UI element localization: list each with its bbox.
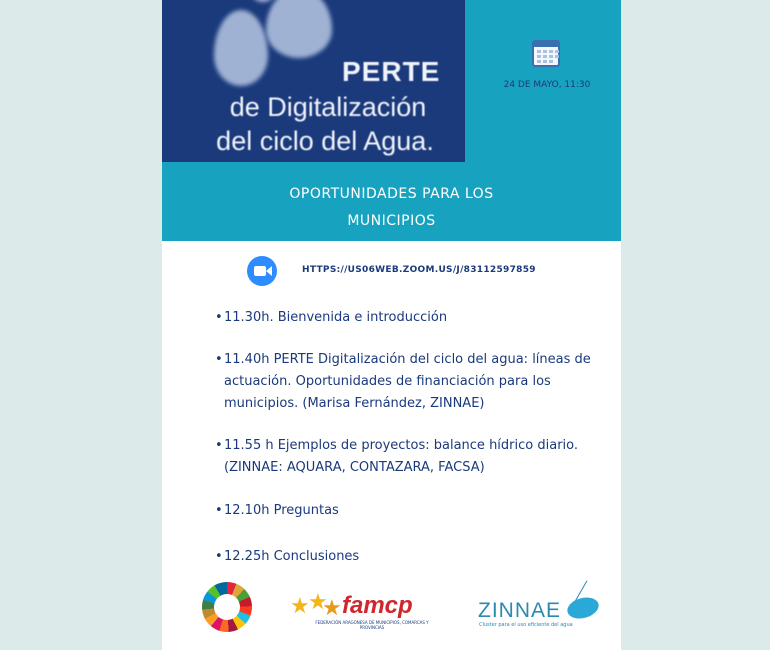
event-title-line-2: MUNICIPIOS [347, 213, 436, 229]
famcp-subtitle: FEDERACIÓN ARAGONESA DE MUNICIPIOS, COMARCAS Y PROVINCIAS [315, 620, 429, 630]
agenda-item: • 11.30h. Bienvenida e introducción [212, 307, 607, 329]
event-date: 24 DE MAYO, 11:30 [503, 80, 591, 90]
banner-perte-text: PERTE [342, 56, 441, 87]
water-drop-icon [214, 10, 268, 86]
water-drop-icon [565, 594, 601, 622]
agenda-item-line: 11.55 h Ejemplos de proyectos: balance hídrico diario. [224, 438, 579, 453]
water-drop-icon [252, 0, 274, 2]
zoom-meeting-link[interactable]: HTTPS://US06WEB.ZOOM.US/J/83112597859 [302, 265, 536, 275]
agenda-item-line: 12.10h Preguntas [224, 503, 339, 518]
water-drop-icon [266, 0, 332, 58]
sponsor-logos [162, 576, 621, 640]
event-title [162, 181, 621, 235]
agenda-item: • 11.55 h Ejemplos de proyectos: balance hídrico diario. (ZINNAE: AQUARA, CONTAZARA, FACSA) [212, 435, 607, 479]
agenda-item-line: municipios. (Marisa Fernández, ZINNAE) [224, 396, 485, 411]
agenda-item-line: (ZINNAE: AQUARA, CONTAZARA, FACSA) [224, 460, 485, 475]
agenda-item: • 12.10h Preguntas [212, 500, 607, 522]
event-title-line-1: OPORTUNIDADES PARA LOS [289, 186, 494, 202]
sdg-agenda-2030-logo [202, 582, 252, 632]
agenda-item: • 12.25h Conclusiones [212, 546, 607, 568]
banner-line-2: de Digitalización [229, 92, 427, 122]
star-icon: ★ [308, 590, 328, 615]
calendar-icon [532, 40, 560, 67]
banner-line-3: del ciclo del Agua. [216, 126, 434, 156]
event-poster [162, 0, 621, 650]
agenda-item-line: actuación. Oportunidades de financiación para los [224, 374, 551, 389]
agenda-item-line: 12.25h Conclusiones [224, 549, 360, 564]
zinnae-subtitle: Cluster para el uso eficiente del agua [479, 622, 573, 628]
zinnae-logo: ZINNAE [478, 599, 562, 622]
star-icon: ★ [322, 596, 342, 621]
header-panel [162, 0, 621, 241]
perte-banner-image [162, 0, 465, 162]
famcp-logo: famcp [342, 592, 413, 619]
agenda-item-line: 11.30h. Bienvenida e introducción [224, 310, 448, 325]
star-icon: ★ [290, 594, 310, 619]
agenda-item-line: 11.40h PERTE Digitalización del ciclo del agua: líneas de [224, 352, 591, 367]
agenda-item: • 11.40h PERTE Digitalización del ciclo del agua: líneas de actuación. Oportunidades de financiación para los municipios. (Marisa Fernández, ZINNAE) [212, 349, 607, 415]
zoom-video-icon[interactable] [247, 256, 277, 286]
